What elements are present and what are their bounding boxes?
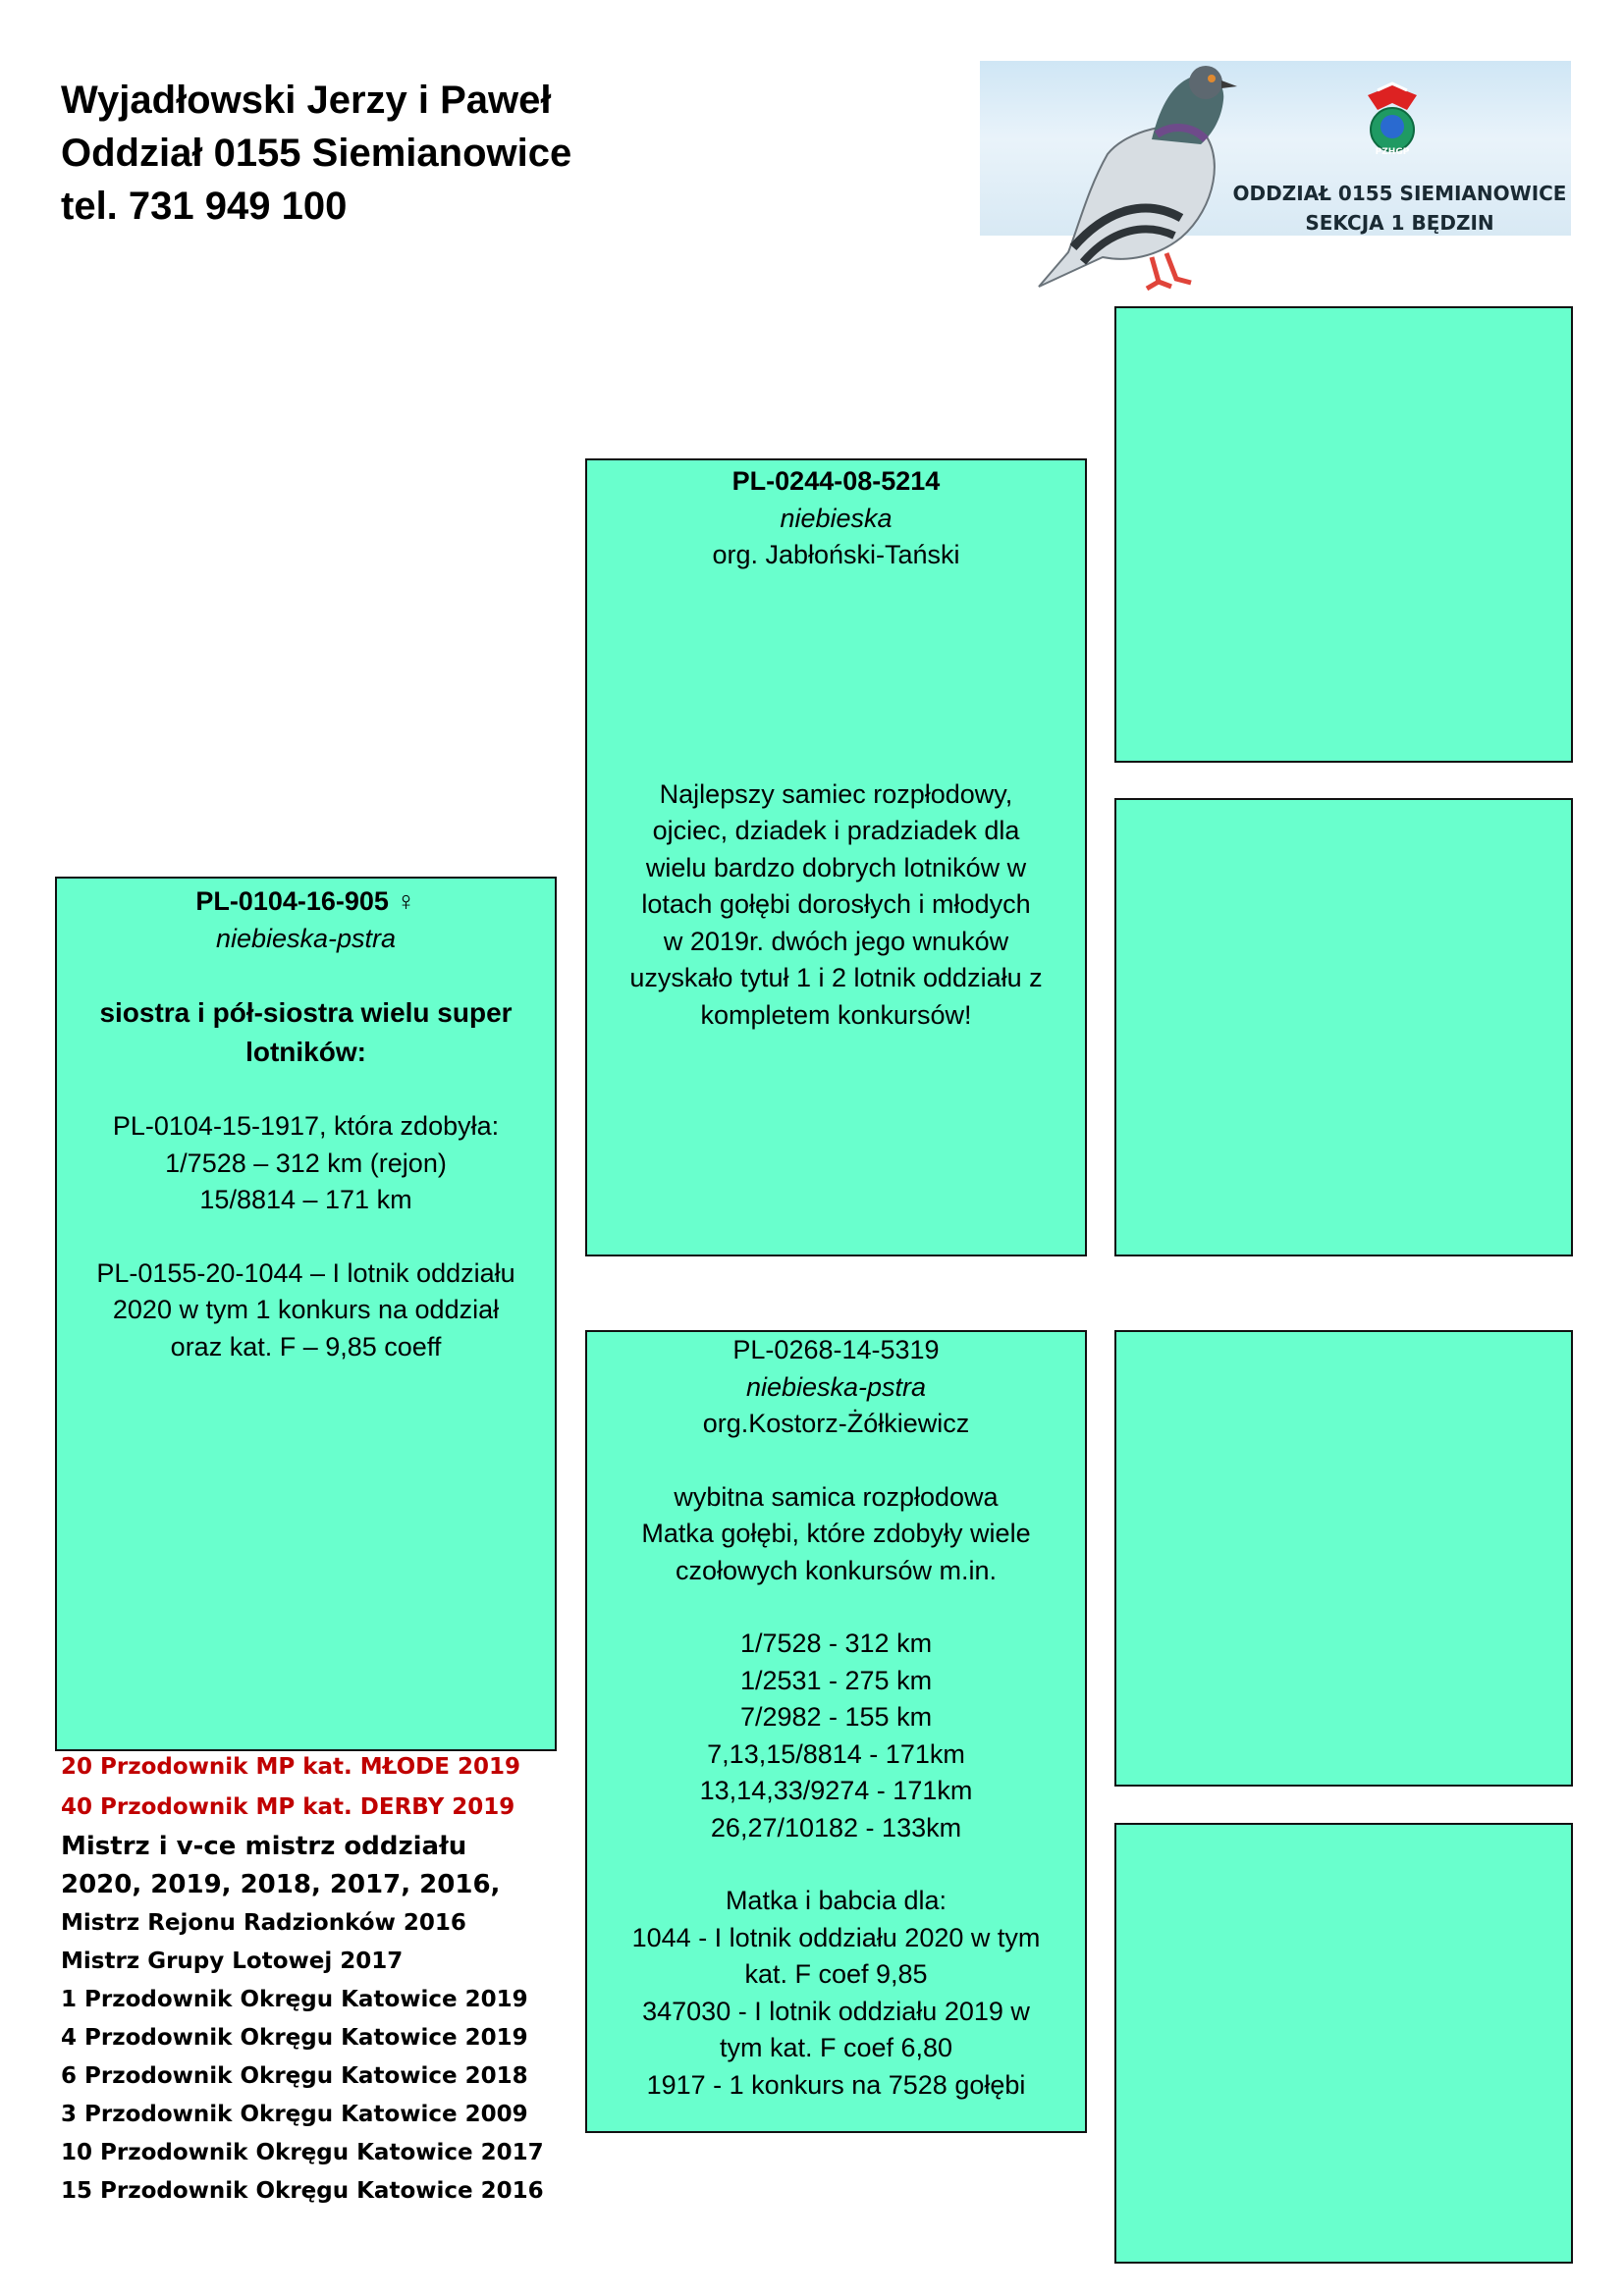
- sire-ring: PL-0244-08-5214: [731, 466, 941, 496]
- dam-color: niebieska-pstra: [745, 1371, 927, 1402]
- awards-list: [61, 1747, 544, 2211]
- logo-line-branch: ODDZIAŁ 0155 SIEMIANOWICE: [1232, 182, 1567, 205]
- phone-number: tel. 731 949 100: [61, 185, 348, 228]
- dam-intro: wybitna samica rozpłodowa Matka gołębi, które zdobyły wiele czołowych konkursów m.in.: [641, 1481, 1031, 1585]
- logo-line-section: SEKCJA 1 BĘDZIN: [1305, 211, 1494, 235]
- award-item: 3 Przodownik Okręgu Katowice 2009: [61, 2102, 528, 2127]
- owner-name: Wyjadłowski Jerzy i Paweł: [61, 79, 552, 122]
- dam-results: 1/7528 - 312 km 1/2531 - 275 km 7/2982 - 155 km 7,13,15/8814 - 171km 13,14,33/9274 - 171km 26,27/10182 - 133km: [699, 1629, 973, 1842]
- granddam-paternal-box: [1114, 798, 1573, 1256]
- sire-color: niebieska: [780, 503, 893, 533]
- sire-origin: org. Jabłoński-Tański: [712, 540, 960, 569]
- sibling-1: PL-0104-15-1917, która zdobyła: 1/7528 – 312 km (rejon) 15/8814 – 171 km: [112, 1111, 500, 1214]
- sire-box: [585, 458, 1087, 1256]
- award-master-1: Mistrz i v-ce mistrz oddziału: [61, 1832, 467, 1861]
- award-item: 10 Przodownik Okręgu Katowice 2017: [61, 2140, 544, 2165]
- sire-description: Najlepszy samiec rozpłodowy, ojciec, dziadek i pradziadek dla wielu bardzo dobrych lotników w lotach gołębi dorosłych i młodych w 2019r. dwóch jego wnuków uzyskało tytuł 1 i 2 lotnik oddziału z kompletem konkursów!: [629, 778, 1043, 1030]
- dam-box: [585, 1330, 1087, 2133]
- main-bird-box: [55, 877, 557, 1751]
- main-bird-headline: siostra i pół-siostra wielu super lotników:: [99, 997, 513, 1067]
- award-red-2: 40 Przodownik MP kat. DERBY 2019: [61, 1794, 515, 1820]
- club-logo-banner: [980, 61, 1571, 236]
- main-bird-color: niebieska-pstra: [215, 923, 397, 953]
- sibling-2: PL-0155-20-1044 – I lotnik oddziału 2020 w tym 1 konkurs na oddział oraz kat. F – 9,85 coeff: [96, 1257, 515, 1362]
- dam-origin: org.Kostorz-Żółkiewicz: [702, 1409, 970, 1438]
- grandsire-paternal-box: [1114, 306, 1573, 763]
- award-item: Mistrz Rejonu Radzionków 2016: [61, 1910, 466, 1936]
- award-master-2: 2020, 2019, 2018, 2017, 2016,: [61, 1870, 501, 1899]
- svg-text:PZHGP: PZHGP: [1375, 147, 1410, 157]
- logo-caption: [1230, 179, 1569, 238]
- award-item: 15 Przodownik Okręgu Katowice 2016: [61, 2178, 544, 2204]
- grandsire-maternal-box: [1114, 1330, 1573, 1787]
- award-red-1: 20 Przodownik MP kat. MŁODE 2019: [61, 1754, 520, 1780]
- award-item: 1 Przodownik Okręgu Katowice 2019: [61, 1987, 528, 2012]
- main-bird-ring: PL-0104-16-905 ♀: [195, 886, 416, 916]
- header: [61, 74, 571, 233]
- pzhgp-emblem-icon: [1348, 76, 1436, 164]
- dam-ring: PL-0268-14-5319: [732, 1335, 940, 1364]
- award-item: Mistrz Grupy Lotowej 2017: [61, 1949, 404, 1974]
- branch-name: Oddział 0155 Siemianowice: [61, 132, 572, 175]
- granddam-maternal-box: [1114, 1823, 1573, 2264]
- award-item: 4 Przodownik Okręgu Katowice 2019: [61, 2025, 528, 2051]
- award-item: 6 Przodownik Okręgu Katowice 2018: [61, 2063, 528, 2089]
- dam-mother-of: Matka i babcia dla: 1044 - I lotnik oddziału 2020 w tym kat. F coef 9,85 347030 - I lotnik oddziału 2019 w tym kat. F coef 6,80 1917 - 1 konkurs na 7528 gołębi: [631, 1886, 1041, 2100]
